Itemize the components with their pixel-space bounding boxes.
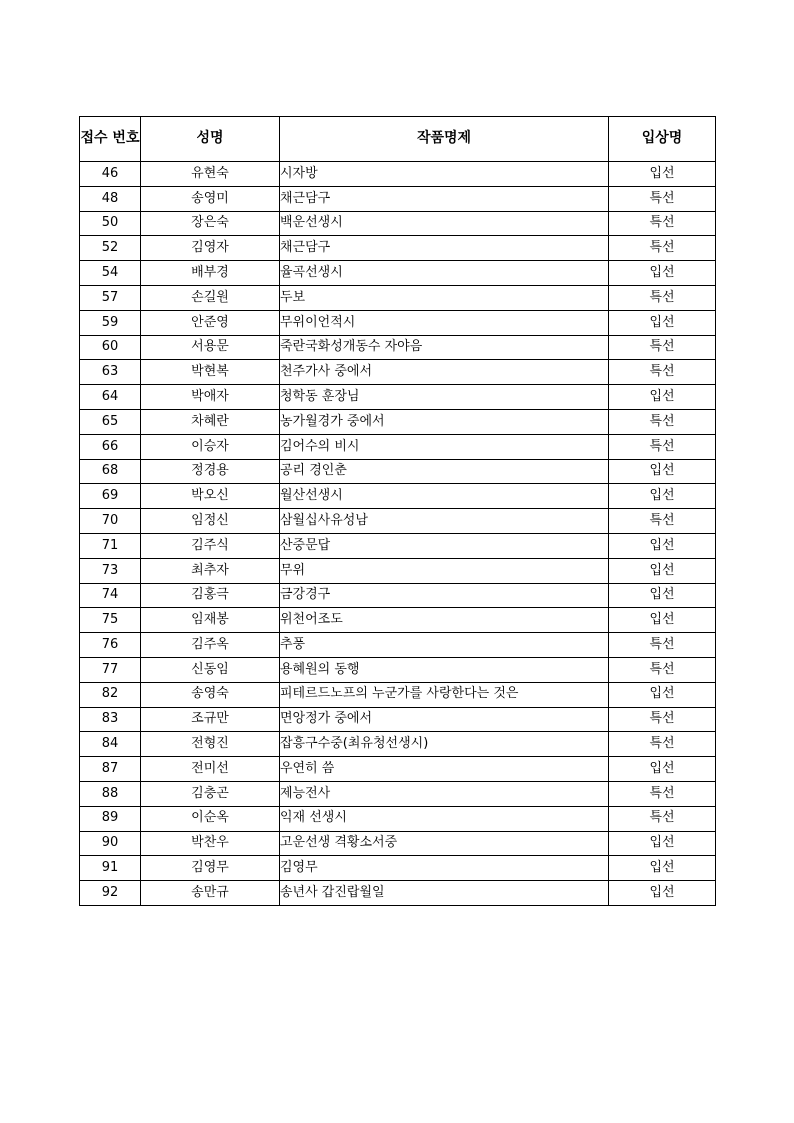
cell-number: 89 <box>80 806 141 831</box>
cell-award: 입선 <box>609 881 716 906</box>
cell-number: 75 <box>80 608 141 633</box>
cell-title: 삼월십사유성남 <box>280 509 609 534</box>
cell-number: 91 <box>80 856 141 881</box>
table-row <box>80 732 716 757</box>
cell-title: 위천어조도 <box>280 608 609 633</box>
cell-title: 김어수의 비시 <box>280 434 609 459</box>
header-title: 작품명제 <box>280 117 609 162</box>
table-header-row <box>80 117 716 162</box>
cell-title: 제능전사 <box>280 781 609 806</box>
cell-award: 입선 <box>609 757 716 782</box>
table-row <box>80 211 716 236</box>
cell-title: 무위이언적시 <box>280 310 609 335</box>
table-row <box>80 657 716 682</box>
cell-number: 69 <box>80 484 141 509</box>
cell-title: 김영무 <box>280 856 609 881</box>
table-row <box>80 484 716 509</box>
cell-number: 92 <box>80 881 141 906</box>
table-row <box>80 558 716 583</box>
cell-number: 77 <box>80 657 141 682</box>
table-row <box>80 285 716 310</box>
cell-name: 전형진 <box>141 732 280 757</box>
cell-title: 두보 <box>280 285 609 310</box>
cell-award: 입선 <box>609 162 716 187</box>
cell-number: 48 <box>80 186 141 211</box>
cell-title: 우연히 씀 <box>280 757 609 782</box>
table-row <box>80 409 716 434</box>
cell-name: 송영미 <box>141 186 280 211</box>
cell-title: 피테르드노프의 누군가를 사랑한다는 것은 <box>280 682 609 707</box>
cell-award: 입선 <box>609 831 716 856</box>
table-row <box>80 360 716 385</box>
table-row <box>80 335 716 360</box>
cell-title: 청학동 훈장님 <box>280 385 609 410</box>
cell-award: 특선 <box>609 806 716 831</box>
cell-award: 특선 <box>609 707 716 732</box>
cell-award: 특선 <box>609 434 716 459</box>
cell-name: 박현복 <box>141 360 280 385</box>
cell-name: 조규만 <box>141 707 280 732</box>
cell-award: 특선 <box>609 509 716 534</box>
table-row <box>80 186 716 211</box>
cell-name: 배부경 <box>141 261 280 286</box>
cell-name: 박찬우 <box>141 831 280 856</box>
cell-name: 전미선 <box>141 757 280 782</box>
cell-award: 특선 <box>609 186 716 211</box>
cell-award: 입선 <box>609 261 716 286</box>
table-row <box>80 583 716 608</box>
cell-number: 54 <box>80 261 141 286</box>
cell-number: 64 <box>80 385 141 410</box>
table-row <box>80 781 716 806</box>
cell-title: 채근담구 <box>280 236 609 261</box>
cell-name: 안준영 <box>141 310 280 335</box>
table-row <box>80 509 716 534</box>
cell-number: 59 <box>80 310 141 335</box>
cell-award: 입선 <box>609 310 716 335</box>
cell-number: 50 <box>80 211 141 236</box>
table-row <box>80 434 716 459</box>
cell-title: 익재 선생시 <box>280 806 609 831</box>
cell-award: 입선 <box>609 608 716 633</box>
cell-title: 고운선생 격황소서중 <box>280 831 609 856</box>
cell-number: 66 <box>80 434 141 459</box>
cell-number: 46 <box>80 162 141 187</box>
table-row <box>80 261 716 286</box>
table-row <box>80 881 716 906</box>
cell-title: 백운선생시 <box>280 211 609 236</box>
cell-name: 신동임 <box>141 657 280 682</box>
cell-name: 임정신 <box>141 509 280 534</box>
cell-award: 입선 <box>609 385 716 410</box>
header-award: 입상명 <box>609 117 716 162</box>
cell-title: 금강경구 <box>280 583 609 608</box>
cell-title: 무위 <box>280 558 609 583</box>
cell-number: 76 <box>80 633 141 658</box>
cell-number: 63 <box>80 360 141 385</box>
cell-number: 60 <box>80 335 141 360</box>
cell-name: 유현숙 <box>141 162 280 187</box>
cell-award: 입선 <box>609 682 716 707</box>
cell-name: 손길원 <box>141 285 280 310</box>
cell-name: 이승자 <box>141 434 280 459</box>
cell-title: 용혜원의 동행 <box>280 657 609 682</box>
table-row <box>80 533 716 558</box>
cell-number: 82 <box>80 682 141 707</box>
cell-award: 입선 <box>609 533 716 558</box>
table-row <box>80 459 716 484</box>
cell-number: 90 <box>80 831 141 856</box>
table-row <box>80 236 716 261</box>
cell-number: 73 <box>80 558 141 583</box>
cell-number: 83 <box>80 707 141 732</box>
cell-number: 84 <box>80 732 141 757</box>
cell-number: 71 <box>80 533 141 558</box>
cell-name: 임재봉 <box>141 608 280 633</box>
cell-number: 57 <box>80 285 141 310</box>
table-row <box>80 806 716 831</box>
cell-award: 입선 <box>609 459 716 484</box>
cell-name: 차혜란 <box>141 409 280 434</box>
cell-number: 68 <box>80 459 141 484</box>
cell-title: 추풍 <box>280 633 609 658</box>
cell-title: 천주가사 중에서 <box>280 360 609 385</box>
cell-award: 입선 <box>609 583 716 608</box>
cell-award: 특선 <box>609 781 716 806</box>
cell-title: 잡흥구수중(최유청선생시) <box>280 732 609 757</box>
cell-number: 65 <box>80 409 141 434</box>
cell-title: 면앙정가 중에서 <box>280 707 609 732</box>
cell-name: 김영자 <box>141 236 280 261</box>
cell-title: 월산선생시 <box>280 484 609 509</box>
table-row <box>80 633 716 658</box>
cell-name: 박애자 <box>141 385 280 410</box>
cell-title: 공리 경인춘 <box>280 459 609 484</box>
cell-number: 74 <box>80 583 141 608</box>
table-row <box>80 757 716 782</box>
cell-award: 특선 <box>609 657 716 682</box>
table-row <box>80 707 716 732</box>
cell-name: 이순옥 <box>141 806 280 831</box>
cell-award: 특선 <box>609 732 716 757</box>
cell-title: 산중문답 <box>280 533 609 558</box>
cell-award: 특선 <box>609 633 716 658</box>
table-row <box>80 856 716 881</box>
cell-name: 김홍극 <box>141 583 280 608</box>
cell-title: 농가월경가 중에서 <box>280 409 609 434</box>
cell-title: 시자방 <box>280 162 609 187</box>
cell-number: 70 <box>80 509 141 534</box>
cell-award: 특선 <box>609 335 716 360</box>
header-number: 접수 번호 <box>80 117 141 162</box>
cell-title: 죽란국화성개동수 자야음 <box>280 335 609 360</box>
cell-award: 입선 <box>609 484 716 509</box>
cell-name: 김영무 <box>141 856 280 881</box>
table-row <box>80 682 716 707</box>
cell-title: 율곡선생시 <box>280 261 609 286</box>
cell-name: 정경용 <box>141 459 280 484</box>
cell-award: 특선 <box>609 211 716 236</box>
table-row <box>80 608 716 633</box>
cell-number: 87 <box>80 757 141 782</box>
table-row <box>80 162 716 187</box>
cell-award: 특선 <box>609 236 716 261</box>
cell-award: 입선 <box>609 856 716 881</box>
cell-title: 채근담구 <box>280 186 609 211</box>
cell-name: 김주식 <box>141 533 280 558</box>
cell-award: 특선 <box>609 360 716 385</box>
cell-name: 박오신 <box>141 484 280 509</box>
table-row <box>80 310 716 335</box>
cell-number: 88 <box>80 781 141 806</box>
cell-name: 서용문 <box>141 335 280 360</box>
cell-name: 김충곤 <box>141 781 280 806</box>
cell-award: 특선 <box>609 285 716 310</box>
cell-name: 장은숙 <box>141 211 280 236</box>
cell-name: 송만규 <box>141 881 280 906</box>
table-body <box>80 162 716 906</box>
cell-number: 52 <box>80 236 141 261</box>
table-row <box>80 385 716 410</box>
cell-award: 입선 <box>609 558 716 583</box>
cell-name: 송영숙 <box>141 682 280 707</box>
header-name: 성명 <box>141 117 280 162</box>
awards-table <box>79 116 716 906</box>
cell-title: 송년사 갑진랍월일 <box>280 881 609 906</box>
table-row <box>80 831 716 856</box>
cell-award: 특선 <box>609 409 716 434</box>
cell-name: 최추자 <box>141 558 280 583</box>
cell-name: 김주옥 <box>141 633 280 658</box>
